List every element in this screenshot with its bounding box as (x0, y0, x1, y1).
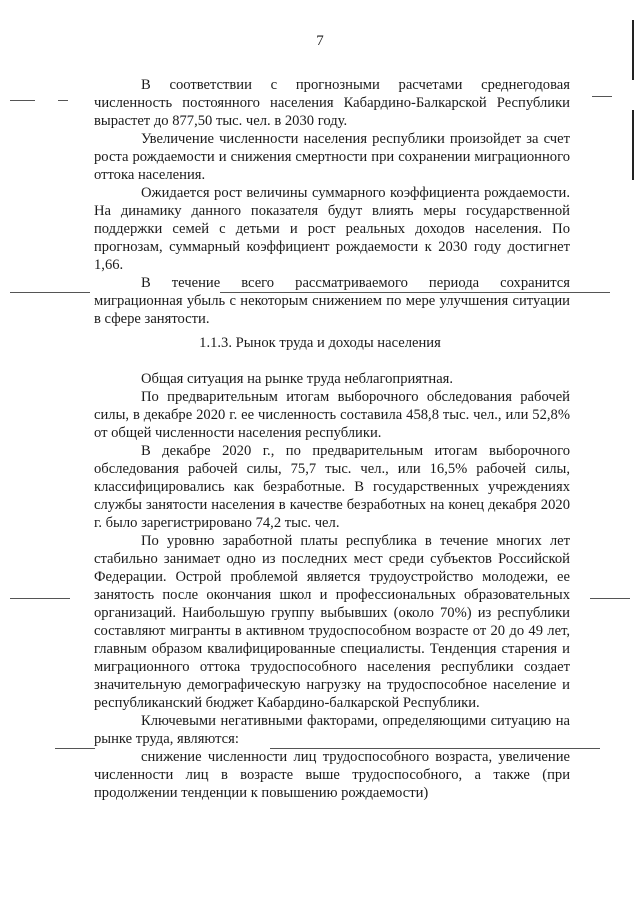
paragraph-wages: По уровню заработной платы республика в течение многих лет стабильно занимает одно из последних мест среди субъектов Российской Федерации. Острой проблемой является трудоустройство молодежи, ее занятость после окончания школ и профессиональных образовательных организаций. Наибольшую группу выбывших (около 70%) из республики составляют мигранты в активном трудоспособном возрасте от 20 до 49 лет, главным образом квалифицированные специалисты. Тенденция старения и миграционного оттока трудоспособного населения республики создает значительную демографическую нагрузку на трудоспособное население и республиканский бюджет Кабардино-балкарской Республики. (94, 533, 570, 711)
paragraph-population-forecast: В соответствии с прогнозными расчетами среднегодовая численность постоянного населения Кабардино-Балкарской Республики вырастет до 877,50 тыс. чел. в 2030 году. (94, 77, 570, 129)
scan-mark (10, 292, 90, 293)
paragraph-key-factors: Ключевыми негативными факторами, определяющими ситуацию на рынке труда, являются: (94, 713, 570, 747)
paragraph-unemployed: В декабре 2020 г., по предварительным итогам выборочного обследования рабочей силы, 75,7 тыс. чел., или 16,5% рабочей силы, классифицировались как безработные. В государственных учреждениях службы занятости населения в качестве безработных на конец декабря 2020 г. было зарегистрировано 74,2 тыс. чел. (94, 443, 570, 531)
scan-mark (10, 598, 70, 599)
scan-mark (55, 748, 95, 749)
paragraph-birth-rate: Ожидается рост величины суммарного коэффициента рождаемости. На динамику данного показателя будут влиять меры государственной поддержки семей с детьми и рост реальных доходов населения. По прогнозам, суммарный коэффициент рождаемости к 2030 году достигнет 1,66. (94, 185, 570, 273)
labor-market-block (94, 370, 570, 802)
scan-mark (220, 292, 610, 293)
scan-mark (58, 100, 68, 101)
paragraph-migration: В течение всего рассматриваемого периода сохранится миграционная убыль с некоторым снижением по мере улучшения ситуации в сфере занятости. (94, 275, 570, 327)
paragraph-general-situation: Общая ситуация на рынке труда неблагоприятная. (141, 371, 454, 387)
paragraph-population-growth: Увеличение численности населения республики произойдет за счет роста рождаемости и снижения смертности при сохранении миграционного оттока населения. (94, 131, 570, 183)
scan-mark (10, 100, 35, 101)
scan-edge-line (632, 110, 634, 180)
scan-mark (590, 598, 630, 599)
section-heading: 1.1.3. Рынок труда и доходы населения (199, 335, 441, 351)
intro-block (94, 76, 570, 328)
scan-mark (270, 748, 600, 749)
paragraph-working-age-decline: снижение численности лиц трудоспособного возраста, увеличение численности лиц в возрасте выше трудоспособного, а также (при продолжении тенденции к повышению рождаемости) (94, 749, 570, 801)
page-number: 7 (316, 33, 324, 49)
scan-edge-line (632, 20, 634, 80)
scan-mark (592, 96, 612, 97)
paragraph-workforce: По предварительным итогам выборочного обследования рабочей силы, в декабре 2020 г. ее численность составила 458,8 тыс. чел., или 52,8% от общей численности населения республики. (94, 389, 570, 441)
